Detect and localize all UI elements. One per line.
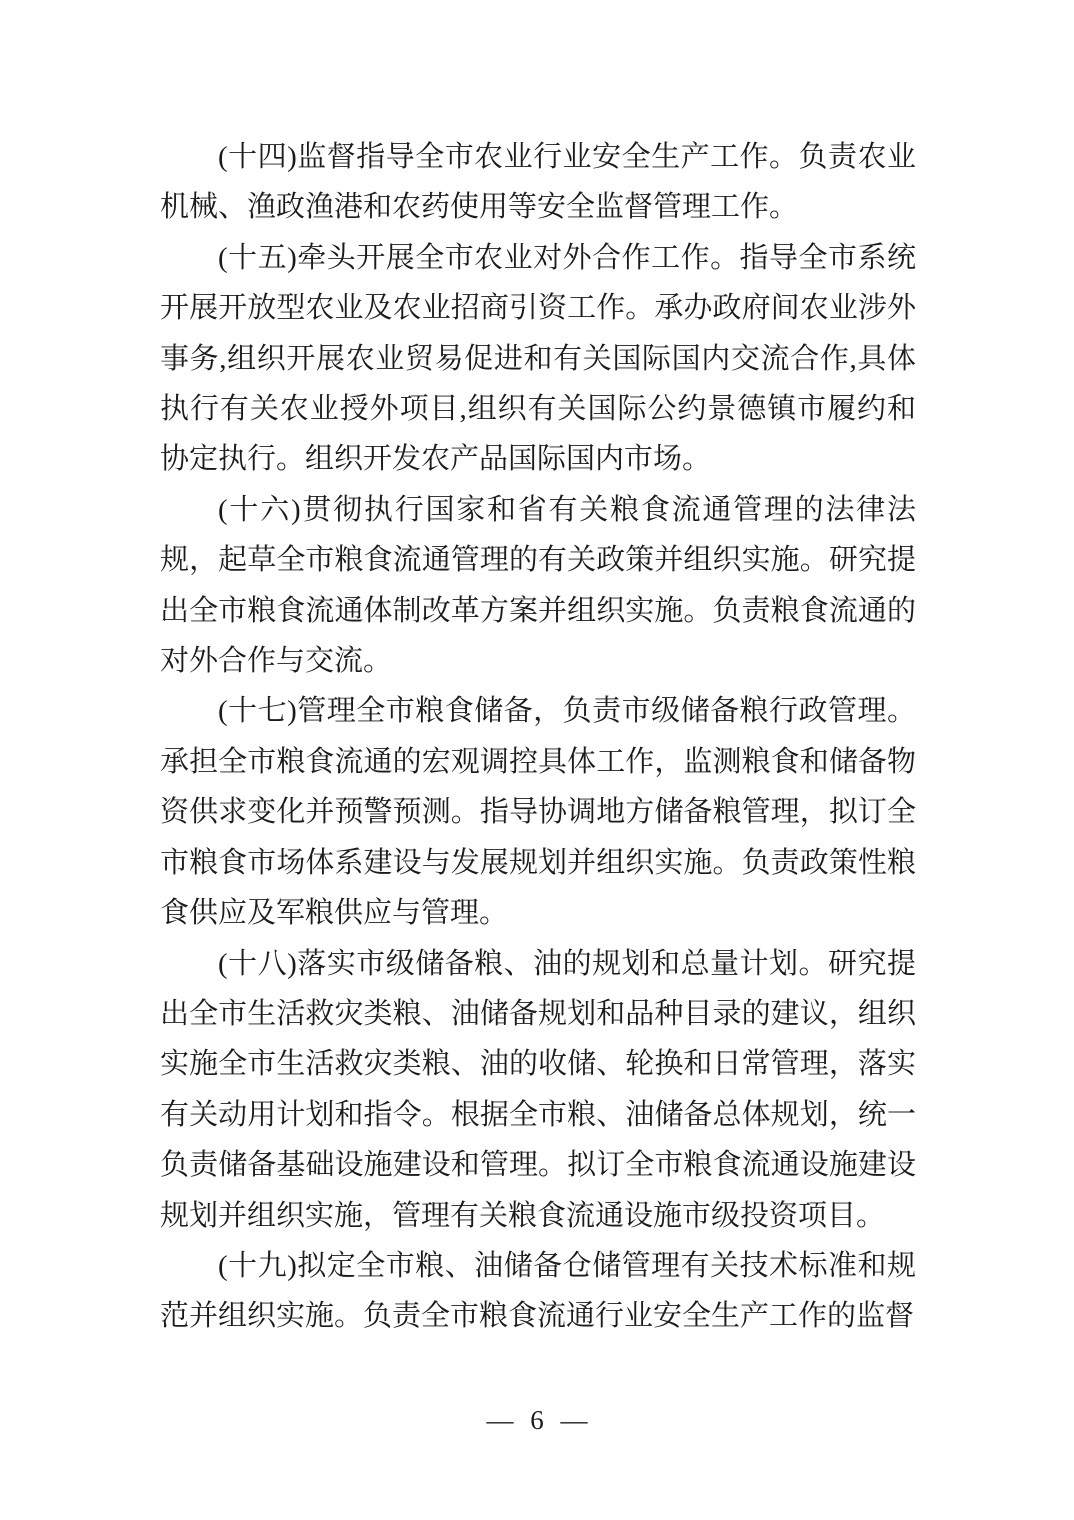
paragraph-item-14: (十四)监督指导全市农业行业安全生产工作。负责农业机械、渔政渔港和农药使用等安全监督管理工作。 <box>160 141 916 224</box>
paragraph-item-15: (十五)牵头开展全市农业对外合作工作。指导全市系统开展开放型农业及农业招商引资工作。承办政府间农业涉外事务,组织开展农业贸易促进和有关国际国内交流合作,具体执行有关农业授外项目,组织有关国际公约景德镇市履约和协定执行。组织开发农产品国际国内市场。 <box>160 241 916 476</box>
page-number: — 6 — <box>486 1405 588 1435</box>
paragraph-item-17: (十七)管理全市粮食储备，负责市级储备粮行政管理。承担全市粮食流通的宏观调控具体工作，监测粮食和储备物资供求变化并预警预测。指导协调地方储备粮管理，拟订全市粮食市场体系建设与发展规划并组织实施。负责政策性粮食供应及军粮供应与管理。 <box>160 695 916 930</box>
paragraph-item-16: (十六)贯彻执行国家和省有关粮食流通管理的法律法规，起草全市粮食流通管理的有关政策并组织实施。研究提出全市粮食流通体制改革方案并组织实施。负责粮食流通的对外合作与交流。 <box>160 493 916 678</box>
paragraph-item-18: (十八)落实市级储备粮、油的规划和总量计划。研究提出全市生活救灾类粮、油储备规划和品种目录的建议，组织实施全市生活救灾类粮、油的收储、轮换和日常管理，落实有关动用计划和指令。根据全市粮、油储备总体规划，统一负责储备基础设施建设和管理。拟订全市粮食流通设施建设规划并组织实施，管理有关粮食流通设施市级投资项目。 <box>160 947 916 1232</box>
document-body <box>160 132 916 1342</box>
paragraph-item-19: (十九)拟定全市粮、油储备仓储管理有关技术标准和规范并组织实施。负责全市粮食流通行业安全生产工作的监督 <box>160 1249 916 1333</box>
